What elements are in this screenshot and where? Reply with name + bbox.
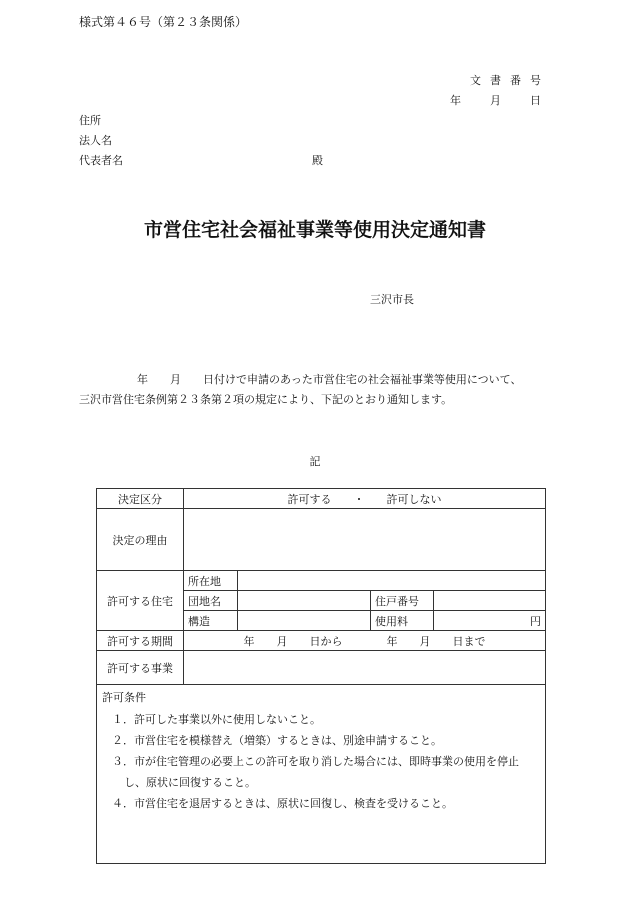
recipient-address-label: 住所: [79, 114, 101, 127]
business-label: 許可する事業: [97, 651, 184, 685]
unit-number-label: 住戸番号: [371, 591, 434, 611]
form-number: 様式第４６号（第２３条関係）: [79, 15, 248, 29]
reason-row: [97, 509, 546, 571]
unit-number-value: [434, 591, 546, 611]
decision-table: [96, 488, 546, 864]
condition-item: ３．市が住宅管理の必要上この許可を取り消した場合には、即時事業の使用を停止し、原状に回復すること。: [112, 755, 519, 789]
recipient-corp-name-label: 法人名: [79, 134, 112, 147]
date-line: 年 月 日: [450, 94, 550, 107]
condition-item: ４．市営住宅を退居するときは、原状に回復し、検査を受けること。: [112, 797, 453, 810]
ki-heading: 記: [309, 455, 321, 468]
fee-unit: 円: [434, 611, 546, 631]
housing-label: 許可する住宅: [97, 571, 184, 631]
recipient-rep-name-label: 代表者名: [79, 154, 123, 167]
reason-label: 決定の理由: [97, 509, 184, 571]
condition-item: １．許可した事業以外に使用しないこと。: [112, 713, 321, 726]
housing-location-row: [97, 571, 546, 591]
conditions-row: [97, 685, 546, 864]
fee-label: 使用料: [371, 611, 434, 631]
body-line-2: 三沢市営住宅条例第２３条第２項の規定により、下記のとおり通知します。: [79, 393, 453, 406]
document-number-label: 文書番号: [470, 74, 550, 87]
issuer: 三沢市長: [370, 293, 414, 306]
reason-value: [184, 509, 546, 571]
structure-label: 構造: [184, 611, 238, 631]
business-value: [184, 651, 546, 685]
condition-item: ２．市営住宅を模様替え（増築）するときは、別途申請すること。: [112, 734, 442, 747]
document-title: 市営住宅社会福祉事業等使用決定通知書: [143, 219, 486, 241]
complex-value: [238, 591, 371, 611]
period-row: [97, 631, 546, 651]
body-line-1: 年 月 日付けで申請のあった市営住宅の社会福祉事業等使用について、: [137, 373, 522, 386]
location-value: [238, 571, 546, 591]
business-row: [97, 651, 546, 685]
structure-value: [238, 611, 371, 631]
period-label: 許可する期間: [97, 631, 184, 651]
conditions-cell: [97, 685, 546, 864]
complex-label: 団地名: [184, 591, 238, 611]
period-value: 年 月 日から 年 月 日まで: [184, 631, 546, 651]
honorific: 殿: [312, 154, 323, 167]
conditions-title: 許可条件: [102, 691, 146, 704]
decision-value: 許可する ・ 許可しない: [184, 489, 546, 509]
decision-row: [97, 489, 546, 509]
decision-label: 決定区分: [97, 489, 184, 509]
location-label: 所在地: [184, 571, 238, 591]
